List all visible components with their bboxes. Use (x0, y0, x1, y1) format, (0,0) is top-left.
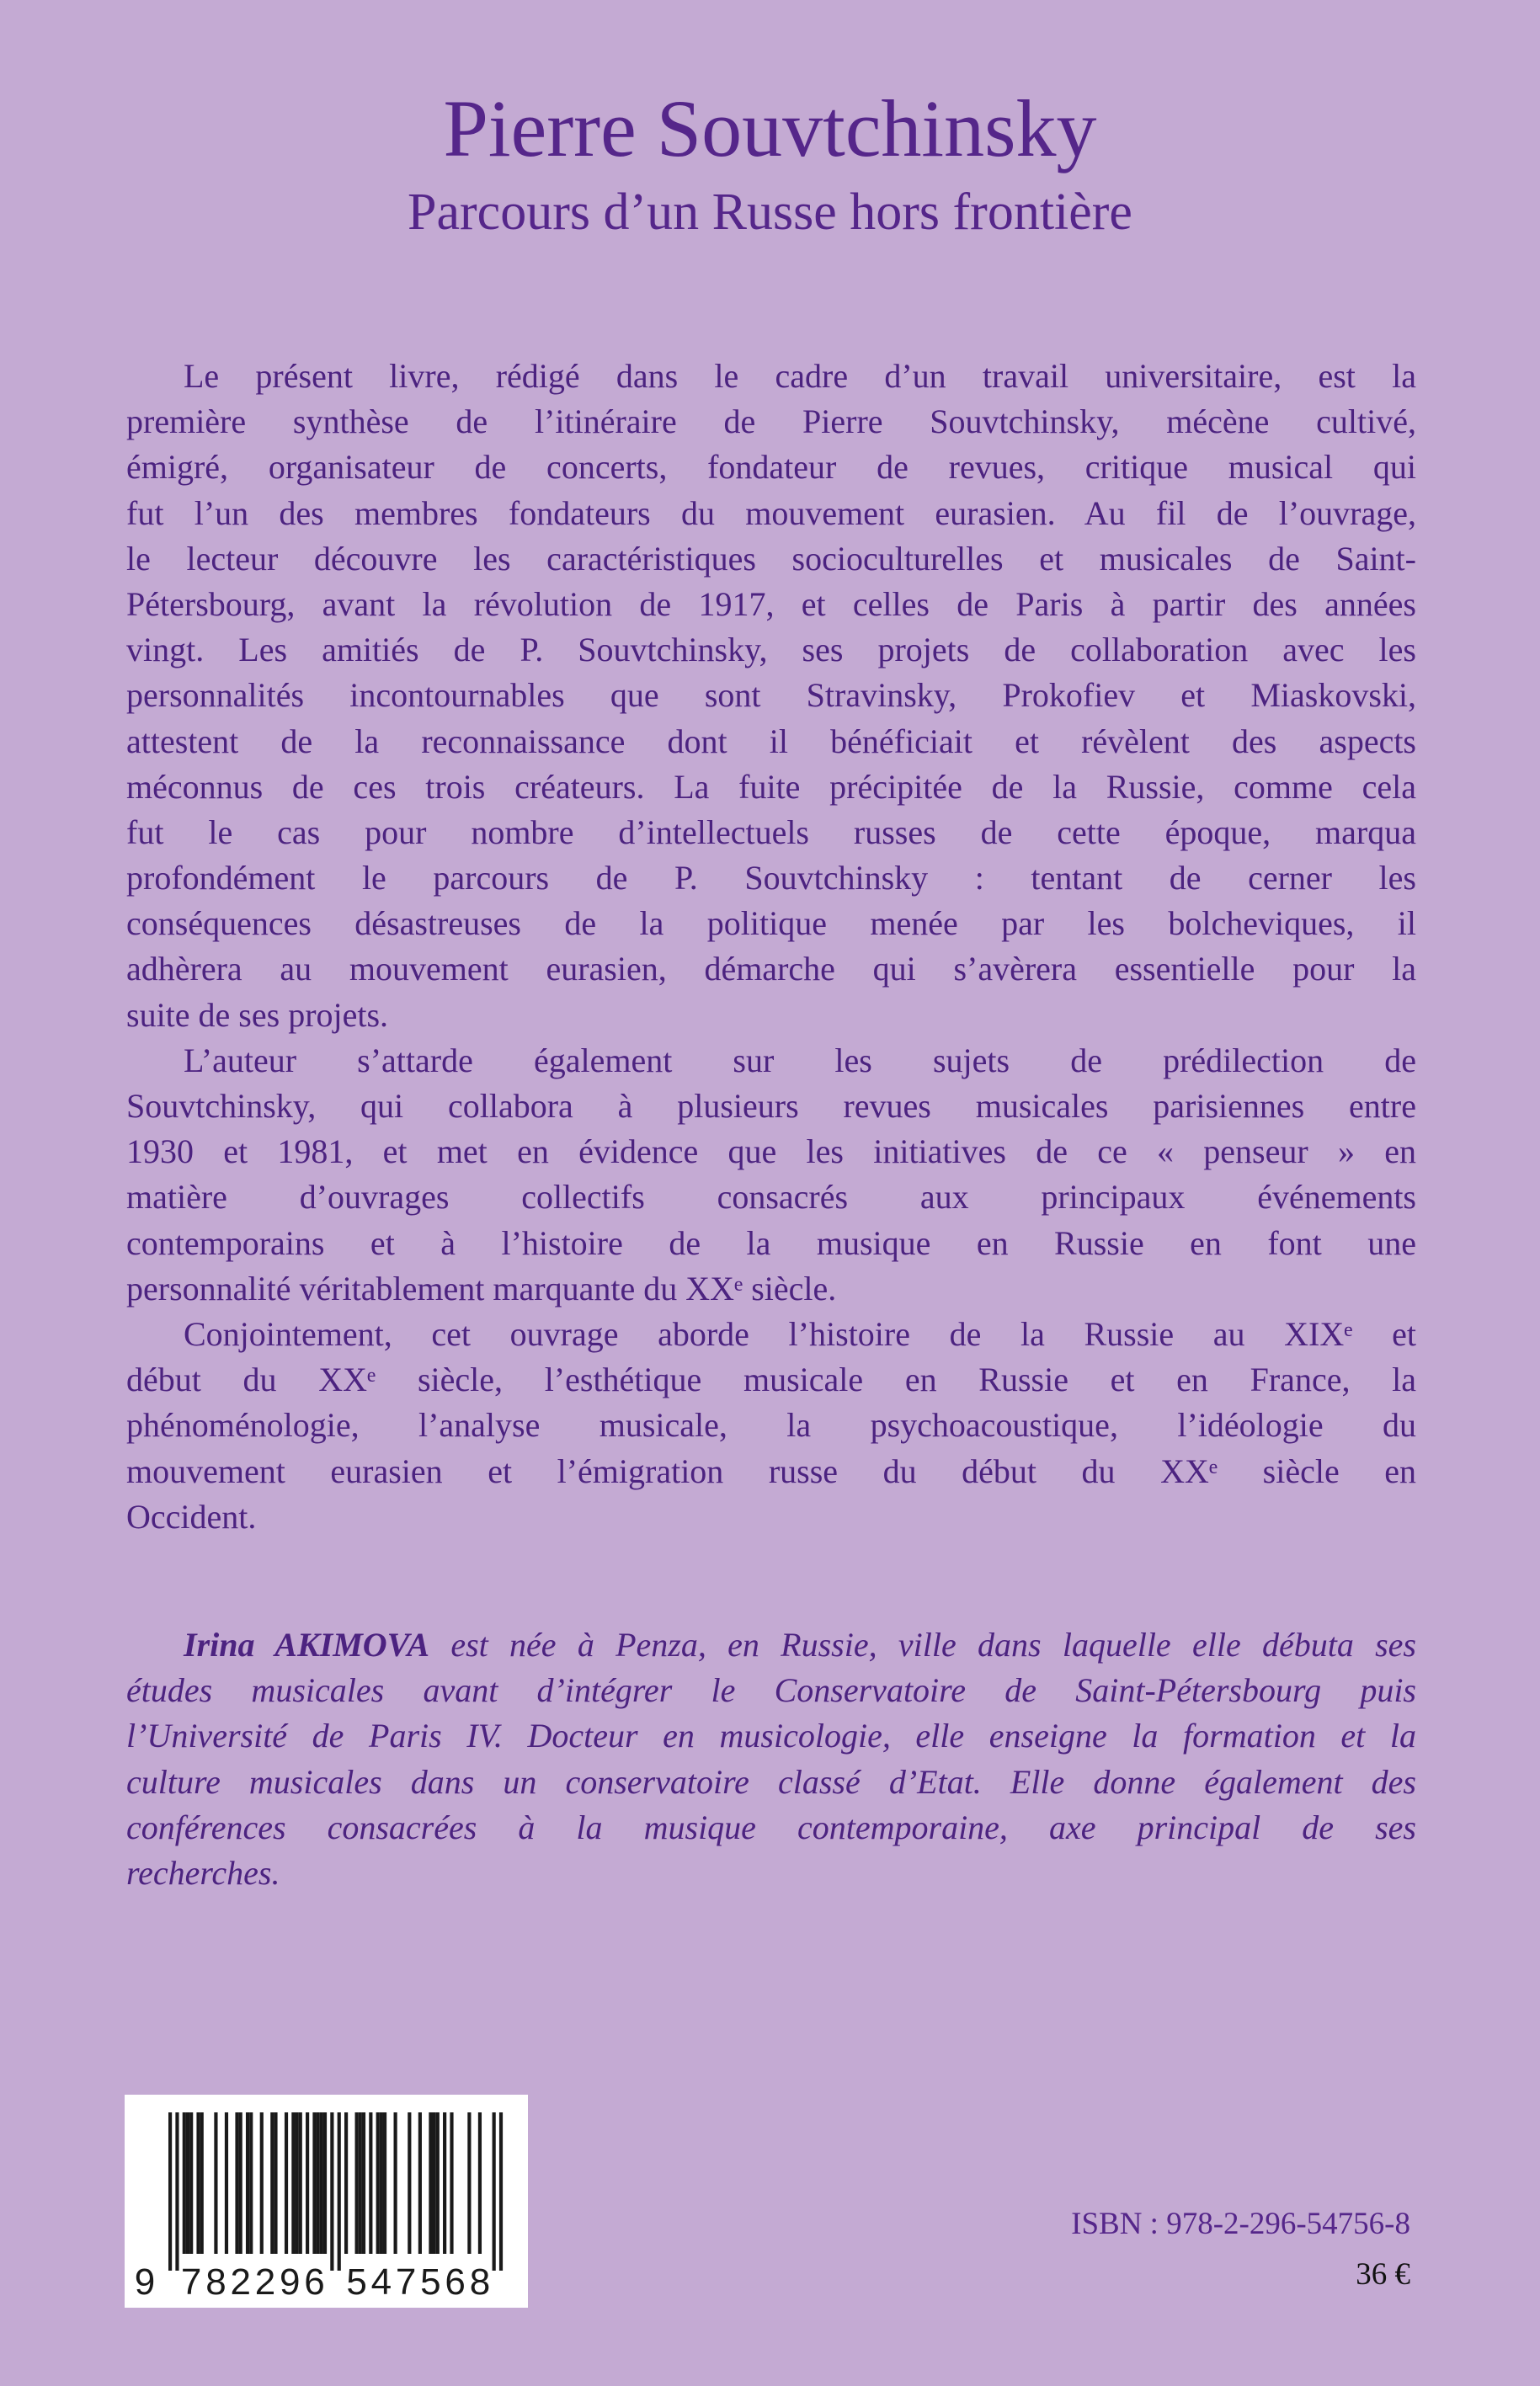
barcode-bar (196, 2112, 200, 2254)
barcode-bar (285, 2112, 288, 2254)
book-description (126, 354, 1416, 1540)
barcode-bar (355, 2112, 359, 2254)
isbn-label: ISBN : 978-2-296-54756-8 (1071, 2207, 1410, 2241)
description-line: Pétersbourg, avant la révolution de 1917, et celles de Paris à partir des années (126, 584, 1416, 623)
barcode-bar (291, 2112, 295, 2254)
barcode-bar (200, 2112, 204, 2254)
barcode-bar (249, 2112, 253, 2254)
barcode-bar (168, 2112, 172, 2271)
barcode-bar (418, 2112, 422, 2254)
book-subtitle: Parcours d’un Russe hors frontière (408, 184, 1132, 241)
barcode-bar (320, 2112, 323, 2254)
description-line: contemporains et à l’histoire de la musique en Russie en font une (126, 1223, 1416, 1262)
description-line: Souvtchinsky, qui collabora à plusieurs revues musicales parisiennes entre (126, 1087, 1416, 1125)
description-line: profondément le parcours de P. Souvtchinsky : tentant de cerner les (126, 859, 1416, 897)
description-line: Le présent livre, rédigé dans le cadre d’un travail universitaire, est la (184, 357, 1416, 395)
barcode-bar (359, 2112, 362, 2254)
author-bio-line: études musicales avant d’intégrer le Conservatoire de Saint-Pétersbourg puis (126, 1671, 1416, 1710)
description-line: 1930 et 1981, et met en évidence que les initiatives de ce « penseur » en (126, 1132, 1416, 1171)
barcode-digit: 8 (469, 2261, 491, 2303)
author-bio-line: recherches. (126, 1853, 280, 1892)
barcode-bar (478, 2112, 482, 2254)
description-line: émigré, organisateur de concerts, fondateur de revues, critique musical qui (126, 448, 1416, 487)
barcode-bar (189, 2112, 193, 2254)
barcode-bar (369, 2112, 372, 2254)
barcode-bar (239, 2112, 242, 2254)
barcode-digit: 9 (279, 2261, 301, 2303)
author-bio-line: culture musicales dans un conservatoire classé d’Etat. Elle donne également des (126, 1762, 1416, 1801)
description-line: fut l’un des membres fondateurs du mouvement eurasien. Au fil de l’ouvrage, (126, 493, 1416, 532)
description-line: vingt. Les amitiés de P. Souvtchinsky, ses projets de collaboration avec les (126, 631, 1416, 669)
barcode-bar (246, 2112, 249, 2254)
description-line: mouvement eurasien et l’émigration russe du début du XXᵉ siècle en (126, 1451, 1416, 1490)
author-bio-line: l’Université de Paris IV. Docteur en musicologie, elle enseigne la formation et la (126, 1717, 1416, 1755)
author-bio-line (126, 1622, 1416, 1668)
description-line: personnalités incontournables que sont Stravinsky, Prokofiev et Miaskovski, (126, 676, 1416, 715)
barcode-bar (186, 2112, 189, 2254)
barcode-digit: 6 (304, 2261, 325, 2303)
description-line: suite de ses projets. (126, 995, 389, 1034)
barcode-bar (323, 2112, 327, 2254)
barcode-bar (295, 2112, 298, 2254)
barcode-bar (436, 2112, 440, 2254)
book-title: Pierre Souvtchinsky (443, 83, 1097, 173)
description-line: première synthèse de l’itinéraire de Pierre Souvtchinsky, mécène cultivé, (126, 402, 1416, 441)
barcode-bar (317, 2112, 320, 2254)
barcode-digit: 2 (254, 2261, 276, 2303)
barcode-graphic (125, 2095, 528, 2308)
barcode-bar (214, 2112, 217, 2254)
barcode-bar (429, 2112, 432, 2254)
barcode-bar (383, 2112, 386, 2254)
barcode-bar (183, 2112, 186, 2254)
barcode-digit: 7 (395, 2261, 417, 2303)
barcode-digit: 9 (134, 2261, 156, 2303)
barcode-bar (344, 2112, 348, 2254)
description-line: matière d’ouvrages collectifs consacrés aux principaux événements (126, 1178, 1416, 1217)
description-line: L’auteur s’attarde également sur les sujets de prédilection de (184, 1041, 1416, 1079)
author-bio-text: est née à Penza, en Russie, ville dans laquelle elle débuta ses (429, 1626, 1416, 1664)
barcode-bar (467, 2112, 471, 2254)
barcode-digit: 2 (230, 2261, 251, 2303)
barcode-bar (274, 2112, 277, 2254)
barcode-bar (235, 2112, 238, 2254)
description-line: conséquences désastreuses de la politique menée par les bolcheviques, il (126, 904, 1416, 943)
barcode-bar (376, 2112, 380, 2254)
description-line: fut le cas pour nombre d’intellectuels russes de cette époque, marqua (126, 812, 1416, 851)
barcode-bar (408, 2112, 411, 2254)
barcode-bar (306, 2112, 309, 2254)
description-line: adhèrera au mouvement eurasien, démarche qui s’avèrera essentielle pour la (126, 950, 1416, 988)
author-bio-line: conférences consacrées à la musique contemporaine, axe principal de ses (126, 1808, 1416, 1846)
barcode-bar (175, 2112, 179, 2271)
barcode-bar (338, 2112, 341, 2271)
barcode-bar (433, 2112, 436, 2254)
barcode-bar (394, 2112, 397, 2254)
barcode-bar (312, 2112, 316, 2254)
description-line: Occident. (126, 1497, 257, 1536)
barcode-bar (499, 2112, 503, 2271)
barcode-bar (362, 2112, 365, 2254)
barcode-digit: 8 (205, 2261, 226, 2303)
barcode-digit: 5 (420, 2261, 441, 2303)
description-line: début du XXᵉ siècle, l’esthétique musicale en Russie et en France, la (126, 1361, 1416, 1399)
description-line: Conjointement, cet ouvrage aborde l’histoire de la Russie au XIXᵉ et (184, 1314, 1416, 1353)
author-bio (126, 1622, 1416, 1896)
author-name: Irina AKIMOVA (184, 1626, 430, 1664)
barcode-bar (225, 2112, 228, 2254)
barcode-digit: 6 (445, 2261, 466, 2303)
price-label: 36 € (1356, 2257, 1410, 2292)
barcode-bar (260, 2112, 264, 2254)
barcode-bar (450, 2112, 453, 2254)
barcode-bar (299, 2112, 302, 2254)
barcode-bar (270, 2112, 274, 2254)
barcode-bar (380, 2112, 383, 2254)
description-line: méconnus de ces trois créateurs. La fuite précipitée de la Russie, comme cela (126, 767, 1416, 806)
barcode-bar (493, 2112, 496, 2271)
barcode-digit: 4 (370, 2261, 392, 2303)
description-line: attestent de la reconnaissance dont il bénéficiait et révèlent des aspects (126, 722, 1416, 760)
barcode-digit: 5 (346, 2261, 367, 2303)
description-line: personnalité véritablement marquante du XXᵉ siècle. (126, 1269, 837, 1308)
barcode-bar (330, 2112, 333, 2271)
description-line: le lecteur découvre les caractéristiques socioculturelles et musicales de Saint- (126, 539, 1416, 578)
barcode (125, 2095, 528, 2308)
barcode-digit: 7 (180, 2261, 202, 2303)
barcode-bar (443, 2112, 446, 2254)
description-line: phénoménologie, l’analyse musicale, la psychoacoustique, l’idéologie du (126, 1406, 1416, 1445)
